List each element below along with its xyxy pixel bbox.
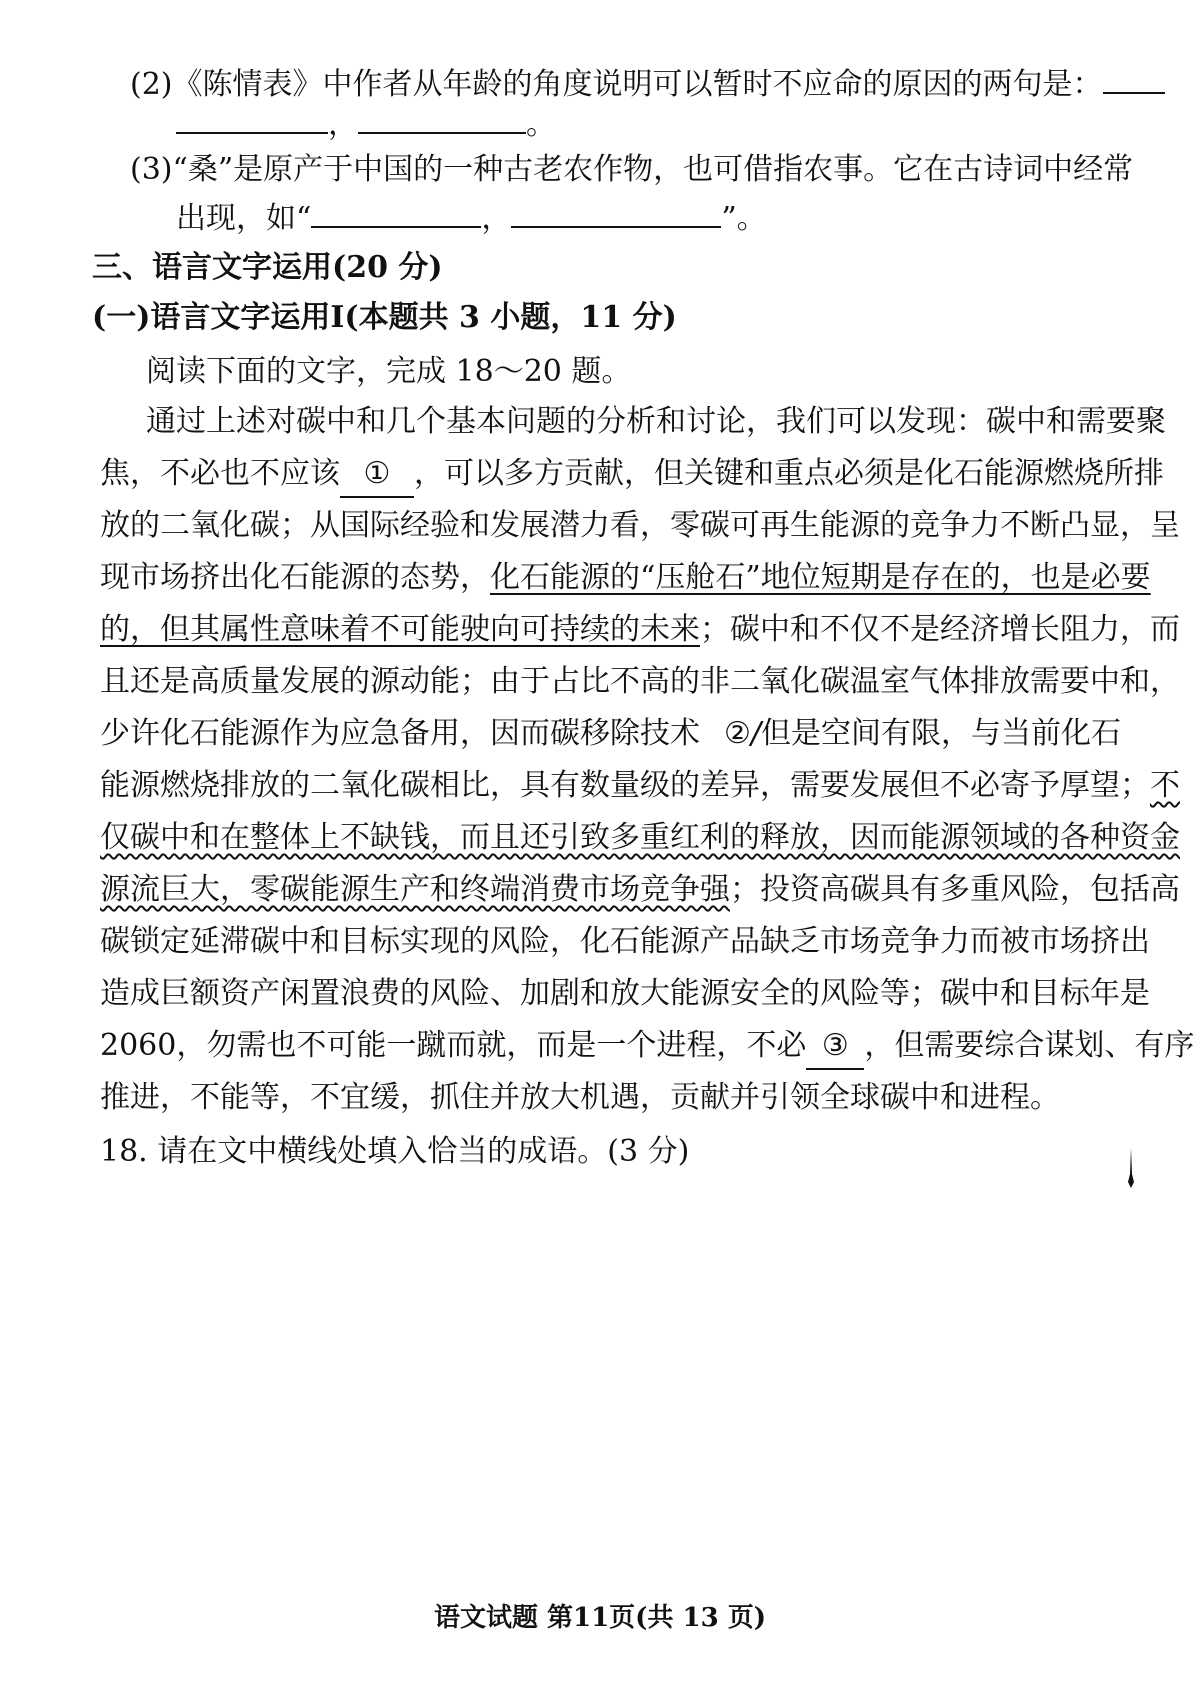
passage-line-1: 通过上述对碳中和几个基本问题的分析和讨论，我们可以发现：碳中和需要聚 — [146, 404, 1166, 439]
q2-blank-tail[interactable] — [1103, 60, 1165, 94]
passage-line-8: 能源燃烧排放的二氧化碳相比，具有数量级的差异，需要发展但不必寄予厚望；不 — [100, 768, 1180, 803]
wavy-sentence-part-2: 仅碳中和在整体上不缺钱，而且还引致多重红利的释放，因而能源领域的各种资金 — [100, 820, 1180, 855]
page-footer: 语文试题 第11页(共 13 页) — [433, 1603, 767, 1633]
q3-line-2 — [176, 194, 1200, 241]
passage-line-3: 放的二氧化碳；从国际经验和发展潜力看，零碳可再生能源的竞争力不断凸显，呈 — [100, 508, 1180, 543]
passage-line-10: 源流巨大，零碳能源生产和终端消费市场竞争强；投资高碳具有多重风险，包括高 — [100, 872, 1180, 907]
passage-line-4: 现市场挤出化石能源的态势，化石能源的“压舱石”地位短期是存在的，也是必要 — [100, 560, 1151, 595]
blank-1[interactable]: ① — [340, 452, 414, 498]
q3-close-quote: ”。 — [721, 201, 767, 236]
passage-line-7: 少许化石能源作为应急备用，因而碳移除技术 ②/但是空间有限，与当前化石 — [100, 712, 1200, 756]
q3-prompt-2: 出现，如“ — [176, 201, 312, 236]
blank-3[interactable]: ③ — [806, 1024, 864, 1070]
reading-instruction: 阅读下面的文字，完成 18～20 题。 — [146, 354, 632, 389]
q2-period: 。 — [526, 107, 556, 142]
q2-prompt: (2)《陈情表》中作者从年龄的角度说明可以暂时不应命的原因的两句是： — [130, 67, 1103, 102]
q2-blank-2[interactable] — [358, 100, 526, 134]
question-18: 18. 请在文中横线处填入恰当的成语。(3 分) — [100, 1134, 690, 1169]
passage-line-5: 的，但其属性意味着不可能驶向可持续的未来；碳中和不仅不是经济增长阻力，而 — [100, 612, 1180, 647]
passage-line-6: 且还是高质量发展的源动能；由于占比不高的非二氧化碳温室气体排放需要中和， — [100, 664, 1180, 699]
q3-blank-2[interactable] — [511, 194, 721, 228]
passage-line-12: 造成巨额资产闲置浪费的风险、加剧和放大能源安全的风险等；碳中和目标年是 — [100, 976, 1150, 1011]
wavy-sentence-part-1: 不 — [1150, 768, 1180, 803]
ink-mark-icon — [1128, 1148, 1134, 1188]
passage-line-11: 碳锁定延滞碳中和目标实现的风险，化石能源产品缺乏市场竞争力而被市场挤出 — [100, 924, 1150, 959]
passage-line-2: 焦，不必也不应该 ① ，可以多方贡献，但关键和重点必须是化石能源燃烧所排 — [100, 452, 1200, 498]
q2-blank-1[interactable] — [176, 100, 328, 134]
underlined-sentence-part-1: 化石能源的“压舱石”地位短期是存在的，也是必要 — [490, 560, 1151, 595]
q2-answer-line — [176, 100, 1200, 147]
q2-comma: ， — [328, 107, 358, 142]
underlined-sentence-part-2: 的，但其属性意味着不可能驶向可持续的未来 — [100, 612, 700, 647]
passage-line-9 — [100, 816, 1200, 860]
q3-blank-1[interactable] — [311, 194, 481, 228]
q3-prompt: (3)“桑”是原产于中国的一种古老农作物，也可借指农事。它在古诗词中经常 — [130, 152, 1134, 187]
passage-line-14: 推进，不能等，不宜缓，抓住并放大机遇，贡献并引领全球碳中和进程。 — [100, 1080, 1060, 1115]
q3-comma: ， — [481, 201, 512, 236]
handwritten-blank-2: ②/ — [724, 716, 762, 751]
passage-line-13: 2060，勿需也不可能一蹴而就，而是一个进程，不必 ③ ，但需要综合谋划、有序 — [100, 1024, 1200, 1070]
q3-line-1 — [130, 148, 1200, 192]
wavy-sentence-part-3: 源流巨大，零碳能源生产和终端消费市场竞争强 — [100, 872, 730, 907]
section-3-title: 三、语言文字运用(20 分) — [92, 250, 443, 285]
section-3-subtitle: (一)语言文字运用Ⅰ(本题共 3 小题，11 分) — [92, 300, 677, 335]
